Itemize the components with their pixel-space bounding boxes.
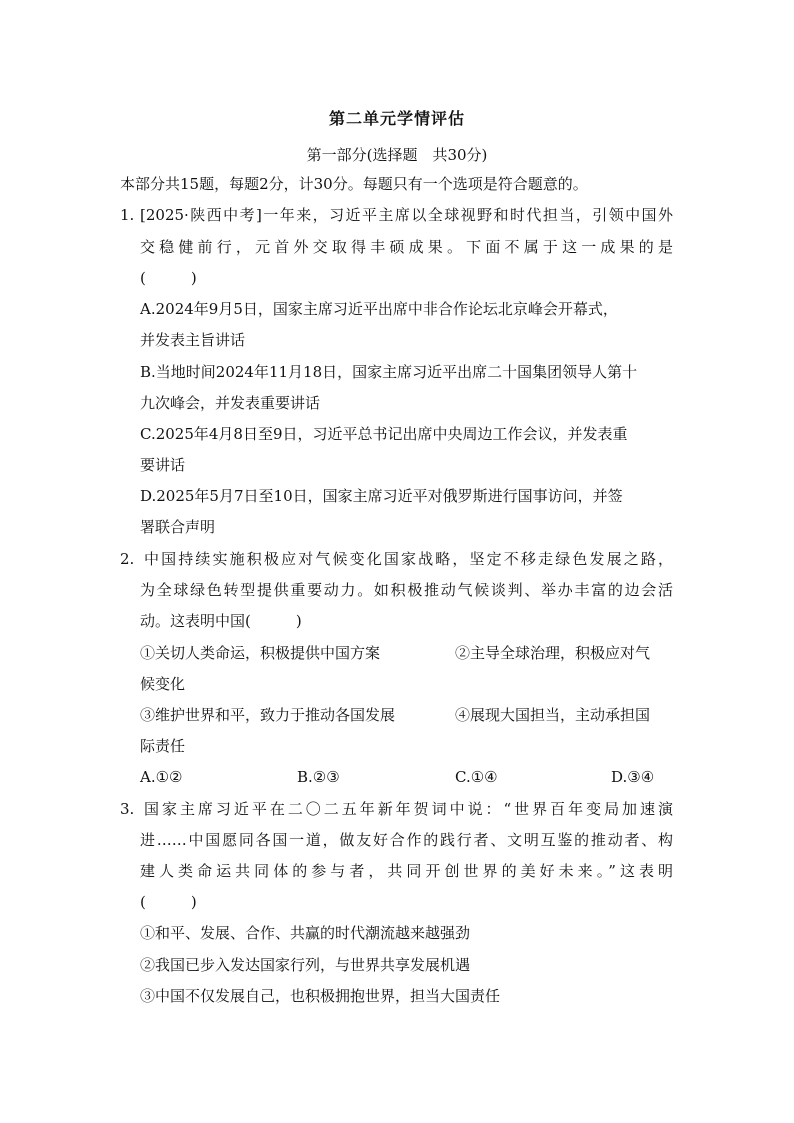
statement-2-cont: 候变化 bbox=[140, 675, 186, 693]
question-stem-line: 动。这表明中国( ) bbox=[140, 612, 302, 630]
option-b-cont: 九次峰会，并发表重要讲话 bbox=[140, 394, 321, 412]
question-stem-line: [2025·陕西中考]一年来，习近平主席以全球视野和时代担当，引领中国外 bbox=[140, 206, 673, 224]
option-b: B.②③ bbox=[297, 768, 340, 786]
statement-1: ①关切人类命运，积极提供中国方案 bbox=[140, 644, 381, 662]
statement-1: ①和平、发展、合作、共赢的时代潮流越来越强劲 bbox=[140, 924, 471, 942]
question-stem-line: 国家主席习近平在二〇二五年新年贺词中说：“世界百年变局加速演 bbox=[144, 800, 673, 818]
option-d: D.③④ bbox=[611, 768, 655, 786]
statement-4: ④展现大国担当，主动承担国 bbox=[455, 706, 651, 724]
question-stem-line: 建人类命运共同体的参与者，共同开创世界的美好未来。”这表明 bbox=[140, 862, 673, 880]
option-c-cont: 要讲话 bbox=[140, 456, 186, 474]
question-stem-line: 为全球绿色转型提供重要动力。如积极推动气候谈判、举办丰富的边会活 bbox=[140, 581, 673, 599]
question-number: 3. bbox=[120, 800, 135, 818]
option-c: C.①④ bbox=[455, 768, 498, 786]
question-number: 2. bbox=[120, 550, 135, 568]
question-stem-line: 中国持续实施积极应对气候变化国家战略，坚定不移走绿色发展之路， bbox=[144, 550, 673, 568]
statement-2: ②主导全球治理，积极应对气 bbox=[455, 644, 651, 662]
option-b: B.当地时间2024年11月18日，国家主席习近平出席二十国集团领导人第十 bbox=[140, 363, 638, 381]
statement-2: ②我国已步入发达国家行列，与世界共享发展机遇 bbox=[140, 956, 471, 974]
option-d: D.2025年5月7日至10日，国家主席习近平对俄罗斯进行国事访问，并签 bbox=[140, 487, 623, 505]
statement-3: ③中国不仅发展自己，也积极拥抱世界，担当大国责任 bbox=[140, 987, 501, 1005]
option-a-cont: 并发表主旨讲话 bbox=[140, 331, 246, 349]
page-title: 第二单元学情评估 bbox=[328, 109, 465, 128]
option-d-cont: 署联合声明 bbox=[140, 518, 216, 536]
statement-4-cont: 际责任 bbox=[140, 737, 186, 755]
option-a: A.2024年9月5日，国家主席习近平出席中非合作论坛北京峰会开幕式， bbox=[140, 300, 618, 318]
answer-blank: ( ) bbox=[140, 269, 197, 287]
statement-3: ③维护世界和平，致力于推动各国发展 bbox=[140, 706, 396, 724]
answer-blank: ( ) bbox=[140, 893, 197, 911]
question-stem-line: 交稳健前行，元首外交取得丰硕成果。下面不属于这一成果的是 bbox=[140, 238, 673, 256]
section-header: 第一部分(选择题 共30分) bbox=[306, 146, 488, 164]
instructions: 本部分共15题，每题2分，计30分。每题只有一个选项是符合题意的。 bbox=[120, 175, 588, 193]
option-c: C.2025年4月8日至9日，习近平总书记出席中央周边工作会议，并发表重 bbox=[140, 425, 628, 443]
question-stem-line: 进……中国愿同各国一道，做友好合作的践行者、文明互鉴的推动者、构 bbox=[140, 831, 673, 849]
question-number: 1. bbox=[120, 206, 135, 224]
option-a: A.①② bbox=[140, 768, 183, 786]
